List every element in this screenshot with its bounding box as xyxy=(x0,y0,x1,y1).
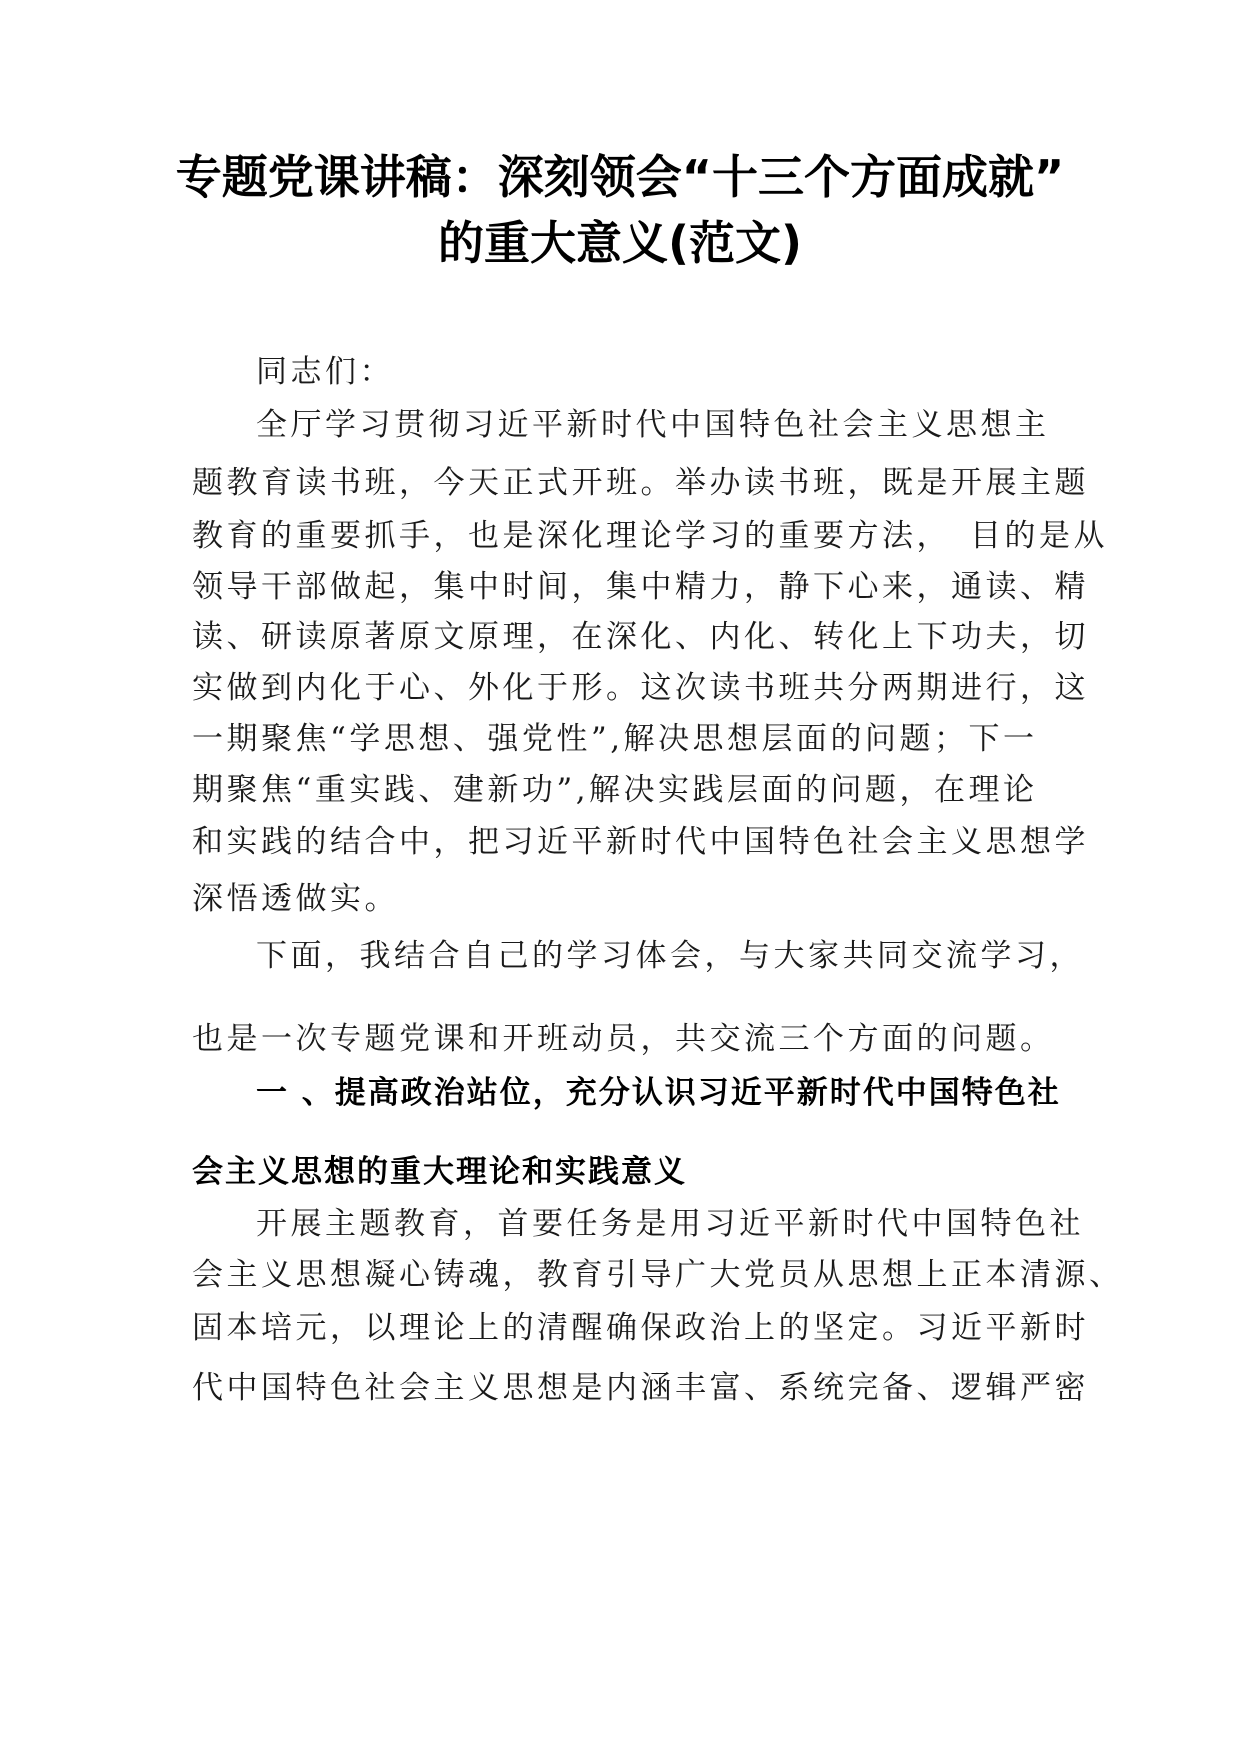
document-title-line-1: 专题党课讲稿：深刻领会“十三个方面成就” xyxy=(175,150,1065,204)
paragraph-line: 题教育读书班，今天正式开班。举办读书班，既是开展主题 xyxy=(192,465,1089,501)
document-title-line-2: 的重大意义(范文) xyxy=(437,216,803,270)
paragraph-line: 开展主题教育，首要任务是用习近平新时代中国特色社 xyxy=(256,1206,1084,1242)
paragraph-line: 下面，我结合自己的学习体会，与大家共同交流学习， xyxy=(256,938,1084,974)
paragraph-line: 会主义思想凝心铸魂，教育引导广大党员从思想上正本清源、 xyxy=(192,1257,1124,1293)
paragraph-line: 全厅学习贯彻习近平新时代中国特色社会主义思想主 xyxy=(256,407,1050,443)
paragraph-line: 和实践的结合中，把习近平新时代中国特色社会主义思想学 xyxy=(192,824,1089,860)
section-heading-line: 会主义思想的重大理论和实践意义 xyxy=(192,1154,687,1190)
salutation: 同志们： xyxy=(256,354,394,390)
paragraph-line: 固本培元，以理论上的清醒确保政治上的坚定。习近平新时 xyxy=(192,1310,1089,1346)
paragraph-line: 教育的重要抓手，也是深化理论学习的重要方法， 目的是从 xyxy=(192,518,1108,554)
paragraph-line: 深悟透做实。 xyxy=(192,881,399,917)
paragraph-line: 代中国特色社会主义思想是内涵丰富、系统完备、逻辑严密 xyxy=(192,1370,1089,1406)
paragraph-line: 也是一次专题党课和开班动员，共交流三个方面的问题。 xyxy=(192,1021,1055,1057)
paragraph-line: 实做到内化于心、外化于形。这次读书班共分两期进行，这 xyxy=(192,670,1089,706)
paragraph-line: 一期聚焦“学思想、强党性”,解决思想层面的问题；下一 xyxy=(192,721,1038,757)
paragraph-line: 期聚焦“重实践、建新功”,解决实践层面的问题，在理论 xyxy=(192,772,1038,808)
section-heading-line: 一 、提高政治站位，充分认识习近平新时代中国特色社 xyxy=(256,1075,1061,1111)
paragraph-line: 读、研读原著原文原理，在深化、内化、转化上下功夫，切 xyxy=(192,619,1089,655)
paragraph-line: 领导干部做起，集中时间，集中精力，静下心来，通读、精 xyxy=(192,569,1089,605)
